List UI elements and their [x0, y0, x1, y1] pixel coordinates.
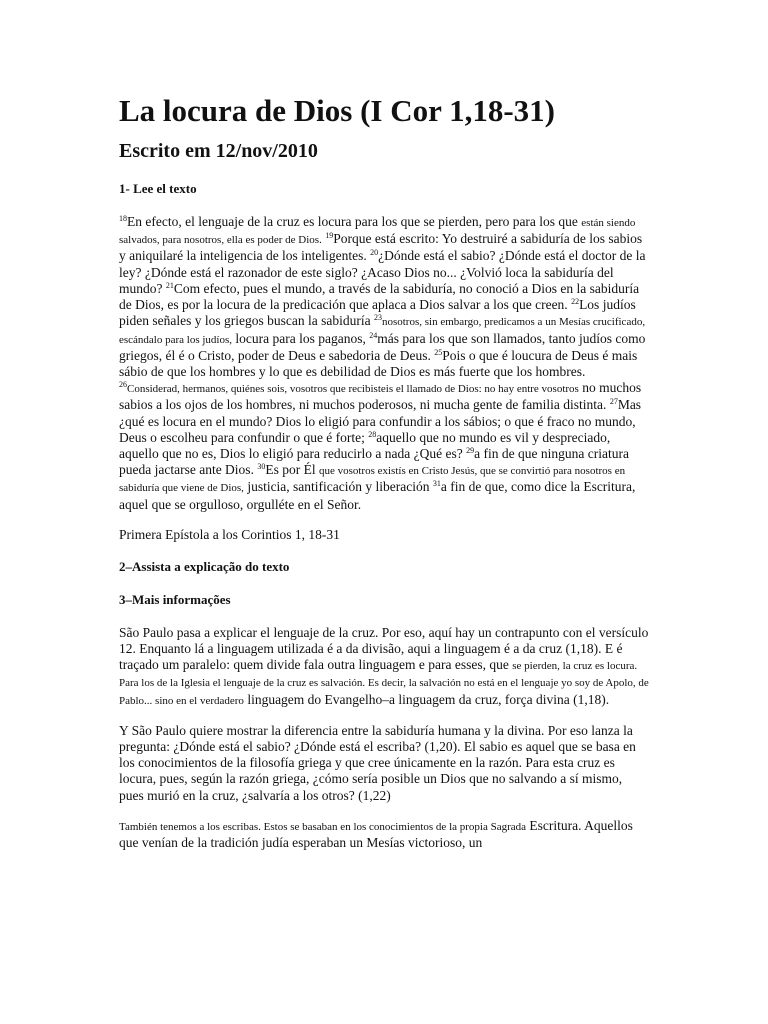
verse-text: locura para los paganos, [235, 330, 366, 346]
verse-number: 27 [609, 397, 618, 407]
paragraph-text: se pierden, la cruz es locura. Para los de la Iglesia el lenguaje de la cruz es salvación. Es decir, la salvación no está en el lenguaje yo soy de Apolo, de Pablo... sino en el verdadero [119, 660, 649, 707]
verse-text: más para los que son llamados, tanto judíos como griegos, él é o Cristo, poder de Deus e sabedoria de Deus. [119, 330, 646, 363]
verse-text: Mas ¿qué es locura en el mundo? Dios lo eligió para confundir a los sábios; o que é fraco no mundo, Deus o escolheu para confundir o que é forte; [119, 397, 642, 445]
section-heading-read-text: 1- Lee el texto [119, 181, 197, 197]
commentary-paragraph [119, 723, 649, 804]
verse-number: 30 [257, 462, 266, 472]
page-subtitle: Escrito em 12/nov/2010 [119, 140, 318, 163]
scripture-passage [119, 214, 649, 513]
verse-text: ¿Dónde está el sabio? ¿Dónde está el doctor de la ley? ¿Dónde está el razonador de este siglo? ¿Acaso Dios no... ¿Volvió loca la sabiduría del mundo? [119, 248, 646, 296]
verse-text: están siendo salvados, para nosotros, ella es poder de Dios. [119, 217, 636, 247]
verse-number: 22 [571, 297, 580, 307]
verse-text: Pois o que é loucura de Deus é mais sábio de que los hombres y lo que es debilidad de Dios es más fuerte que los hombres. [119, 347, 638, 379]
verse-number: 31 [432, 479, 441, 489]
verse-number: 24 [369, 330, 378, 340]
paragraph-text: São Paulo pasa a explicar el lenguaje de la cruz. Por eso, aquí hay un contrapunto con el versículo 12. Enquanto lá a linguagem utilizada é a da divisão, aqui a linguagem é a da cruz (1,18). E é traçado um paralelo: quem divide fala outra linguagem e para esses, que [119, 624, 649, 673]
verse-text: aquello que no mundo es vil y despreciado, aquello que no es, Dios lo eligió para reducirlo a nada ¿Qué es? [119, 429, 611, 461]
commentary-paragraph [119, 818, 649, 851]
verse-text: no muchos sabios a los ojos de los hombres, ni muchos poderosos, ni mucha gente de familia distinta. [119, 380, 642, 413]
document-content [119, 92, 649, 865]
paragraph-text: linguagem do Evangelho–a linguagem da cruz, força divina (1,18). [247, 691, 610, 707]
verse-number: 23 [373, 313, 382, 323]
scripture-reference: Primera Epístola a los Corintios 1, 18-31 [119, 526, 340, 542]
paragraph-text: Y São Paulo quiere mostrar la diferencia entre la sabiduría humana y la divina. Por eso [119, 722, 588, 738]
section-heading-explanation: 2–Assista a explicação do texto [119, 558, 290, 574]
verse-number: 21 [165, 280, 174, 290]
verse-number: 29 [466, 445, 475, 455]
paragraph-text: lanza la pregunta: ¿Dónde está el sabio? ¿Dónde está el escriba? (1,20). El sabio es aquel que se basa en los conocimientos de la filosofía griega y que cree únicamente en la razón. Para esta cruz es locura, pues, según la razón griega, ¿cómo sería posible un Dios que no salvando a sí mismo, pues murió en la cruz, ¿salvaría a los otros? (1,22) [119, 722, 636, 803]
verse-text: a fin de que ninguna criatura pueda jactarse ante Dios. [119, 445, 629, 478]
verse-text: Los judíos piden señales y los griegos buscan la sabiduría [119, 297, 636, 329]
verse-number: 28 [368, 429, 377, 439]
paragraph-text: También tenemos a los escribas. Estos se basaban en los conocimientos de la propia Sagrada [119, 820, 527, 833]
verse-number: 18 [119, 214, 127, 224]
verse-text: nosotros, sin embargo, predicamos a un Mesías crucificado, escándalo para los judíos, [119, 316, 646, 346]
verse-text: Com efecto, pues el mundo, a través de la sabiduría, no conoció a Dios en la sabiduría de Dios, es por la locura de la predicación que aplaca a Dios salvar a los que creen. [119, 280, 640, 313]
verse-number: 19 [325, 231, 334, 241]
paragraph-text: Escritura. Aquellos que venían de la tradición judía esperaban un Mesías victorioso, un [119, 817, 633, 850]
verse-number: 25 [434, 347, 443, 357]
verse-number: 26 [119, 380, 127, 390]
verse-text: que vosotros existís en Cristo Jesús, que se convirtió para nosotros en sabiduría que viene de Dios, [119, 465, 626, 495]
verse-text: Porque está escrito: Yo destruiré a sabiduría de los sabios y aniquilaré la inteligencia de los inteligentes. [119, 231, 643, 264]
verse-text: a fin de que, como dice la Escritura, aquel que se orgulloso, orgulléte en el Señor. [119, 479, 636, 512]
section-heading-more-info: 3–Mais informações [119, 591, 231, 607]
verse-text: justicia, santificación y liberación [247, 479, 430, 495]
verse-text: Considerad, hermanos, quiénes sois, vosotros que recibisteis el llamado de Dios: no hay entre vosotros [127, 383, 579, 396]
verse-text: Es por Él [265, 462, 316, 478]
verse-text: En efecto, el lenguaje de la cruz es locura para los que se pierden, pero para los que [127, 214, 578, 230]
verse-number: 20 [370, 248, 379, 258]
page-title: La locura de Dios (I Cor 1,18-31) [119, 93, 555, 128]
commentary-paragraph [119, 625, 649, 709]
